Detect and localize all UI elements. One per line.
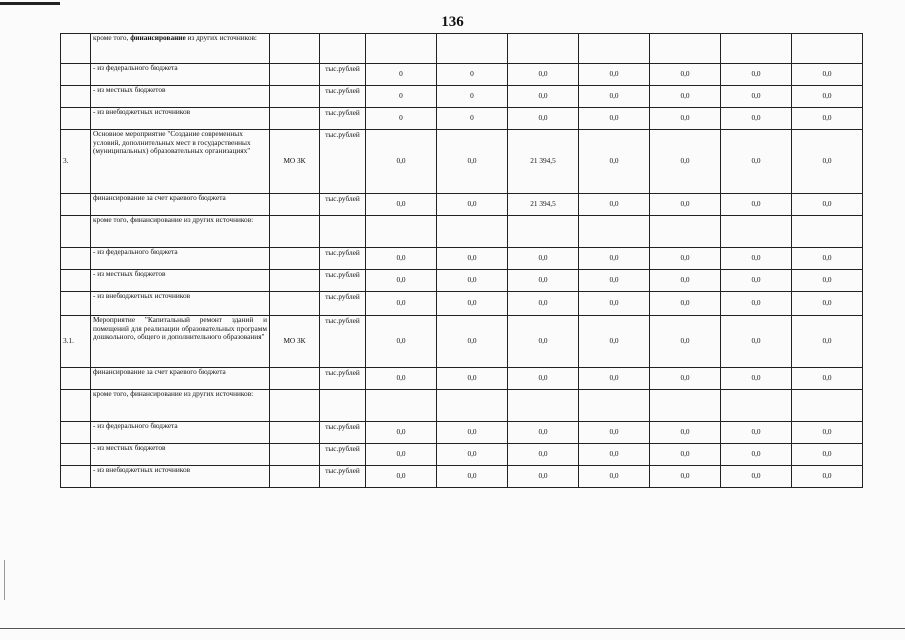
row-value-7: 0,0 [792, 130, 863, 194]
row-value-4: 0,0 [579, 292, 650, 316]
row-value-5: 0,0 [650, 64, 721, 86]
table-row [61, 292, 863, 316]
row-value-5: 0,0 [650, 86, 721, 108]
row-value-7: 0,0 [792, 422, 863, 444]
row-name: кроме того, финансирование из других источников: [91, 34, 270, 64]
row-value-6: 0,0 [721, 292, 792, 316]
row-value-6: 0,0 [721, 444, 792, 466]
table-row [61, 466, 863, 488]
row-value-1 [366, 390, 437, 422]
row-value-1: 0 [366, 86, 437, 108]
row-executor [270, 86, 320, 108]
row-unit: тыс.рублей [320, 368, 366, 390]
row-value-1: 0,0 [366, 316, 437, 368]
row-value-3: 0,0 [508, 368, 579, 390]
row-value-2: 0,0 [437, 422, 508, 444]
row-value-3: 0,0 [508, 444, 579, 466]
row-value-3: 21 394,5 [508, 130, 579, 194]
row-executor [270, 108, 320, 130]
row-executor: МО ЗК [270, 130, 320, 194]
row-number [61, 466, 91, 488]
row-unit: тыс.рублей [320, 86, 366, 108]
row-number [61, 270, 91, 292]
scan-artifact [0, 2, 60, 5]
row-value-3: 0,0 [508, 108, 579, 130]
row-unit: тыс.рублей [320, 422, 366, 444]
row-unit: тыс.рублей [320, 108, 366, 130]
row-number [61, 86, 91, 108]
row-value-3: 0,0 [508, 422, 579, 444]
row-name: - из внебюджетных источников [91, 466, 270, 488]
row-name: - из местных бюджетов [91, 444, 270, 466]
row-value-7 [792, 216, 863, 248]
row-value-3 [508, 34, 579, 64]
row-value-3: 0,0 [508, 466, 579, 488]
row-value-1: 0,0 [366, 248, 437, 270]
row-value-1: 0,0 [366, 422, 437, 444]
row-number [61, 108, 91, 130]
table-row [61, 270, 863, 292]
row-value-2: 0,0 [437, 316, 508, 368]
table-row [61, 390, 863, 422]
table-row [61, 34, 863, 64]
row-value-4: 0,0 [579, 194, 650, 216]
row-number [61, 248, 91, 270]
row-value-6: 0,0 [721, 130, 792, 194]
table-row [61, 194, 863, 216]
row-value-4: 0,0 [579, 270, 650, 292]
row-value-2: 0,0 [437, 194, 508, 216]
row-name: - из федерального бюджета [91, 422, 270, 444]
row-value-2: 0,0 [437, 270, 508, 292]
row-executor [270, 64, 320, 86]
row-number: 3.1. [61, 316, 91, 368]
row-value-6: 0,0 [721, 466, 792, 488]
row-name: кроме того, финансирование из других источников: [91, 216, 270, 248]
table-row [61, 130, 863, 194]
row-value-7: 0,0 [792, 248, 863, 270]
row-value-4: 0,0 [579, 368, 650, 390]
row-unit [320, 216, 366, 248]
row-value-5: 0,0 [650, 466, 721, 488]
row-executor [270, 466, 320, 488]
row-value-4: 0,0 [579, 444, 650, 466]
row-number [61, 34, 91, 64]
row-name: - из местных бюджетов [91, 270, 270, 292]
row-value-4: 0,0 [579, 108, 650, 130]
row-name: Мероприятие "Капитальный ремонт зданий и помещений для реализации образовательных программ дошкольного, общего и дополнительного образования" [91, 316, 270, 368]
row-value-1: 0,0 [366, 270, 437, 292]
row-value-4 [579, 216, 650, 248]
row-value-4: 0,0 [579, 86, 650, 108]
row-value-2: 0,0 [437, 130, 508, 194]
row-value-5: 0,0 [650, 108, 721, 130]
row-number [61, 444, 91, 466]
row-value-2: 0 [437, 86, 508, 108]
row-unit: тыс.рублей [320, 292, 366, 316]
row-value-7 [792, 34, 863, 64]
row-name: кроме того, финансирование из других источников: [91, 390, 270, 422]
row-value-4: 0,0 [579, 130, 650, 194]
row-executor [270, 34, 320, 64]
row-executor [270, 248, 320, 270]
row-unit: тыс.рублей [320, 64, 366, 86]
row-value-6 [721, 216, 792, 248]
row-value-2: 0 [437, 64, 508, 86]
row-name: финансирование за счет краевого бюджета [91, 194, 270, 216]
row-unit: тыс.рублей [320, 130, 366, 194]
row-value-1: 0,0 [366, 466, 437, 488]
row-unit: тыс.рублей [320, 248, 366, 270]
row-value-5: 0,0 [650, 248, 721, 270]
row-value-5 [650, 216, 721, 248]
row-value-3 [508, 390, 579, 422]
row-number: 3. [61, 130, 91, 194]
row-value-5 [650, 34, 721, 64]
footer-line [0, 628, 905, 629]
row-value-7: 0,0 [792, 64, 863, 86]
row-value-5: 0,0 [650, 422, 721, 444]
row-name: - из федерального бюджета [91, 64, 270, 86]
table-row [61, 316, 863, 368]
row-number [61, 194, 91, 216]
row-value-6: 0,0 [721, 108, 792, 130]
row-value-1 [366, 34, 437, 64]
row-value-3: 0,0 [508, 270, 579, 292]
margin-mark [4, 560, 5, 600]
row-name: Основное мероприятие "Создание современных условий, дополнительных мест в государственных (муниципальных) образовательных организациях" [91, 130, 270, 194]
row-unit [320, 34, 366, 64]
page-number: 136 [441, 14, 464, 30]
row-value-5: 0,0 [650, 444, 721, 466]
row-value-2 [437, 216, 508, 248]
row-value-4 [579, 34, 650, 64]
row-number [61, 292, 91, 316]
row-value-4: 0,0 [579, 316, 650, 368]
row-value-5: 0,0 [650, 316, 721, 368]
row-executor [270, 216, 320, 248]
row-value-7: 0,0 [792, 108, 863, 130]
row-value-3: 0,0 [508, 316, 579, 368]
row-number [61, 216, 91, 248]
row-value-7 [792, 390, 863, 422]
row-value-4: 0,0 [579, 422, 650, 444]
row-executor [270, 292, 320, 316]
table-row [61, 444, 863, 466]
table-row [61, 64, 863, 86]
row-value-1 [366, 216, 437, 248]
row-value-6: 0,0 [721, 316, 792, 368]
row-unit [320, 390, 366, 422]
row-value-2: 0,0 [437, 444, 508, 466]
row-value-7: 0,0 [792, 292, 863, 316]
row-name: финансирование за счет краевого бюджета [91, 368, 270, 390]
row-name: - из внебюджетных источников [91, 108, 270, 130]
row-name: - из федерального бюджета [91, 248, 270, 270]
row-name: - из местных бюджетов [91, 86, 270, 108]
row-value-7: 0,0 [792, 368, 863, 390]
row-value-3: 0,0 [508, 86, 579, 108]
row-number [61, 422, 91, 444]
row-number [61, 368, 91, 390]
row-executor [270, 368, 320, 390]
row-unit: тыс.рублей [320, 444, 366, 466]
row-value-3: 0,0 [508, 292, 579, 316]
row-executor [270, 422, 320, 444]
row-executor [270, 390, 320, 422]
row-value-4: 0,0 [579, 248, 650, 270]
row-value-2 [437, 34, 508, 64]
row-value-2: 0,0 [437, 466, 508, 488]
row-number [61, 64, 91, 86]
row-name: - из внебюджетных источников [91, 292, 270, 316]
row-value-2 [437, 390, 508, 422]
row-value-4 [579, 390, 650, 422]
row-value-3: 0,0 [508, 64, 579, 86]
row-value-6: 0,0 [721, 194, 792, 216]
row-value-2: 0 [437, 108, 508, 130]
row-value-3: 0,0 [508, 248, 579, 270]
row-value-1: 0,0 [366, 292, 437, 316]
row-value-1: 0,0 [366, 368, 437, 390]
row-value-7: 0,0 [792, 86, 863, 108]
table-row [61, 248, 863, 270]
row-value-5: 0,0 [650, 130, 721, 194]
row-value-7: 0,0 [792, 444, 863, 466]
row-value-6: 0,0 [721, 86, 792, 108]
row-unit: тыс.рублей [320, 270, 366, 292]
row-value-6: 0,0 [721, 422, 792, 444]
table-row [61, 422, 863, 444]
row-unit: тыс.рублей [320, 316, 366, 368]
row-value-5: 0,0 [650, 194, 721, 216]
financing-table [60, 33, 863, 488]
row-executor: МО ЗК [270, 316, 320, 368]
row-number [61, 390, 91, 422]
row-value-6: 0,0 [721, 368, 792, 390]
row-executor [270, 194, 320, 216]
row-value-7: 0,0 [792, 270, 863, 292]
row-value-3 [508, 216, 579, 248]
row-value-6: 0,0 [721, 248, 792, 270]
row-unit: тыс.рублей [320, 194, 366, 216]
row-value-1: 0,0 [366, 130, 437, 194]
row-value-5: 0,0 [650, 270, 721, 292]
row-value-6: 0,0 [721, 64, 792, 86]
row-value-7: 0,0 [792, 316, 863, 368]
table-row [61, 368, 863, 390]
row-value-1: 0 [366, 64, 437, 86]
row-value-1: 0,0 [366, 444, 437, 466]
row-value-5: 0,0 [650, 368, 721, 390]
row-value-1: 0,0 [366, 194, 437, 216]
row-value-4: 0,0 [579, 64, 650, 86]
table-row [61, 108, 863, 130]
row-executor [270, 444, 320, 466]
row-value-5 [650, 390, 721, 422]
row-value-4: 0,0 [579, 466, 650, 488]
row-value-2: 0,0 [437, 248, 508, 270]
row-value-6: 0,0 [721, 270, 792, 292]
row-value-2: 0,0 [437, 292, 508, 316]
row-value-3: 21 394,5 [508, 194, 579, 216]
row-value-2: 0,0 [437, 368, 508, 390]
row-value-1: 0 [366, 108, 437, 130]
row-executor [270, 270, 320, 292]
row-value-6 [721, 390, 792, 422]
table-row [61, 216, 863, 248]
emphasis-text: финансирование [130, 33, 186, 42]
row-value-6 [721, 34, 792, 64]
table-row [61, 86, 863, 108]
row-value-5: 0,0 [650, 292, 721, 316]
row-value-7: 0,0 [792, 194, 863, 216]
row-value-7: 0,0 [792, 466, 863, 488]
row-unit: тыс.рублей [320, 466, 366, 488]
